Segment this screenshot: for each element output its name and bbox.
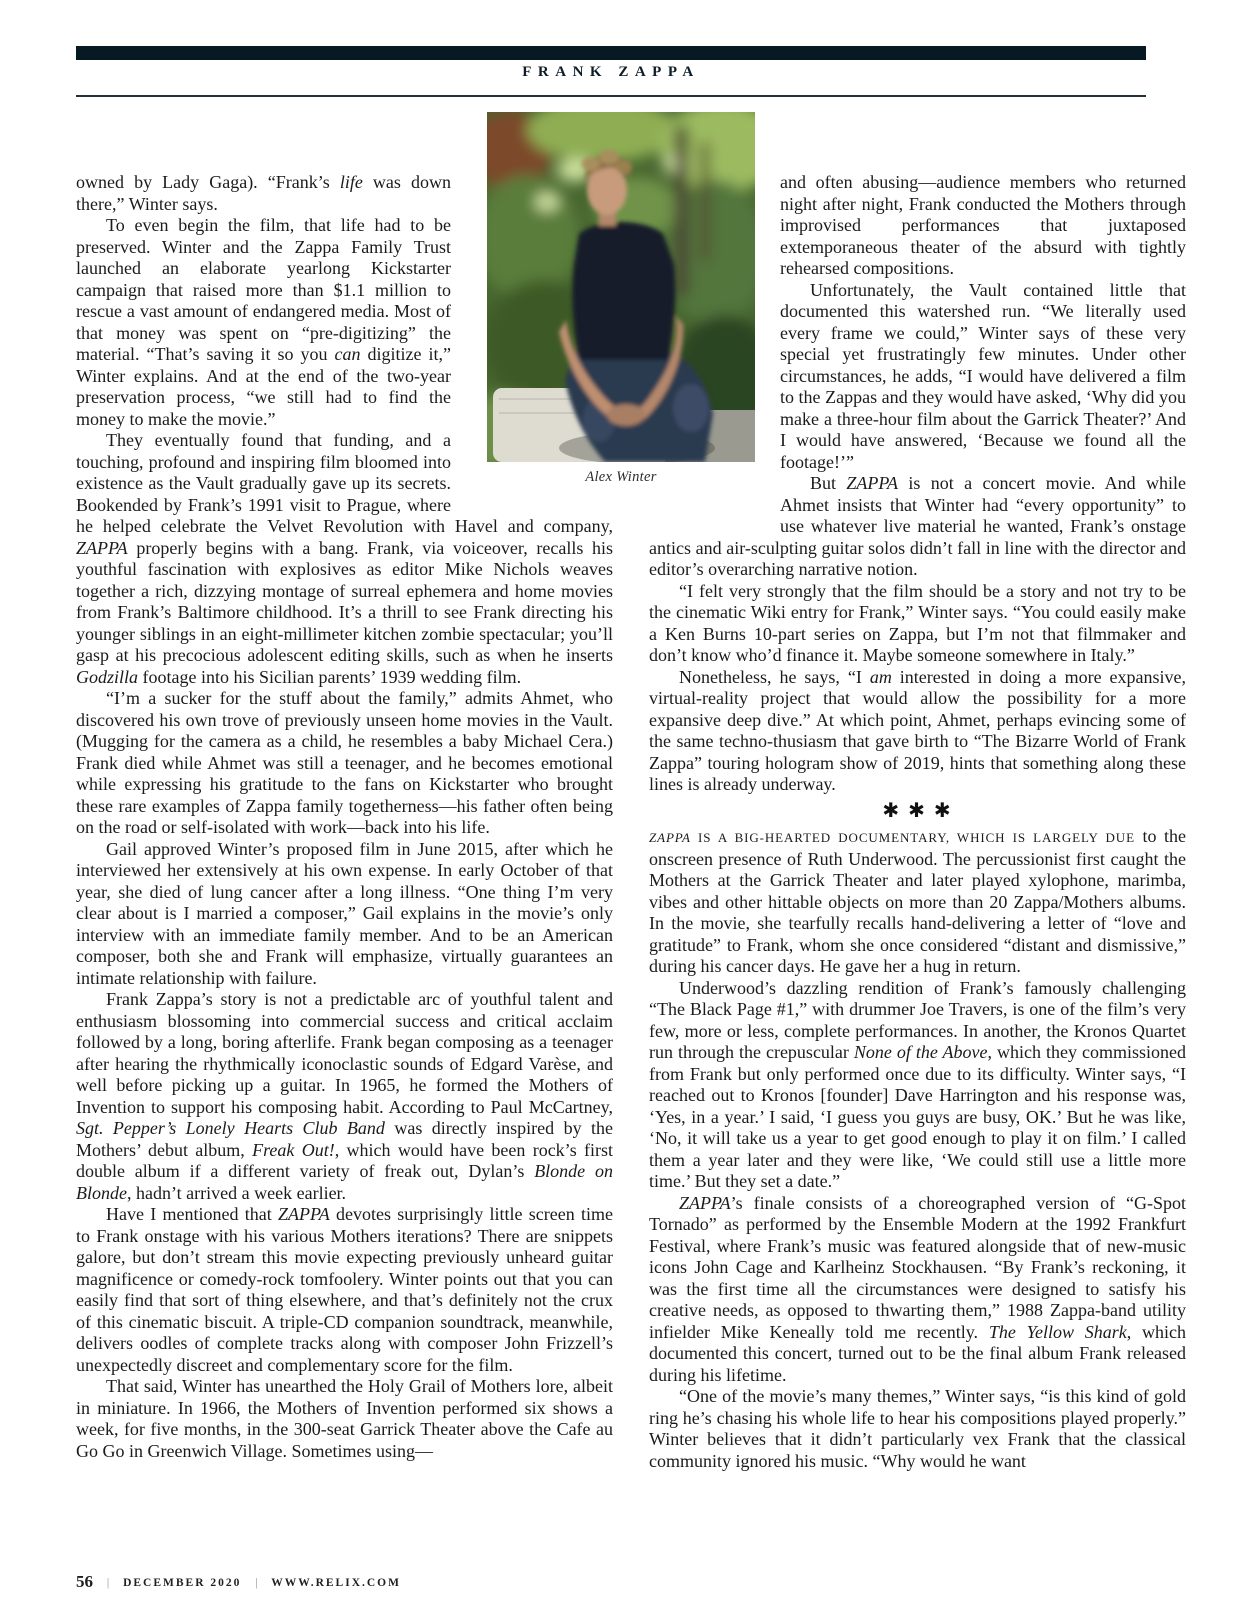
paragraph: To even begin the film, that life had to be preserved. Winter and the Zappa Family Trust launched an elaborate yearlong Kickstarter campaign that raised more than $1.1 million to rescue a vast amount of endangered media. Most of that money was spent on “pre-digitizing” the material. “That’s saving it so you can digitize it,” Winter explains. And at the end of the two-year preservation process, “we still had to find the money to make the movie.” bbox=[76, 215, 451, 429]
photo-cutout-spacer-right bbox=[649, 172, 780, 518]
paragraph: Gail approved Winter’s proposed film in June 2015, after which he interviewed her extensively at his own expense. In early October of that year, she died of lung cancer after a long illness. “One thing I’m very clear about is I married a composer,” Gail explains in the movie’s only interview with an immediate family member. And to be an American composer, both she and Frank will emphasize, virtually guarantees an intimate relationship with failure. bbox=[76, 838, 613, 988]
smallcaps-lead: ZAPPA IS A BIG-HEARTED DOCUMENTARY, WHICH IS LARGELY DUE bbox=[649, 830, 1135, 845]
top-bar bbox=[76, 46, 1146, 60]
paragraph: and often abusing—audience members who returned night after night, Frank conducted the Mothers through improvised performances that juxtaposed extemporaneous theater of the absurd with tightly rehearsed compositions. bbox=[780, 172, 1186, 278]
page-number: 56 bbox=[76, 1572, 93, 1591]
paragraph: “I’m a sucker for the stuff about the family,” admits Ahmet, who discovered his own trove of previously unseen home movies in the Vault. (Mugging for the camera as a child, he resembles a baby Michael Cera.) Frank died while Ahmet was still a teenager, and he becomes emotional while expressing his gratitude to the fans on Kickstarter who brought these rare examples of Zappa family togetherness—his father often being on the road or self-isolated with work—back into his life. bbox=[76, 688, 613, 837]
section-separator: ✱ ✱ ✱ bbox=[882, 799, 953, 822]
paragraph: ZAPPA’s finale consists of a choreographed version of “G-Spot Tornado” as performed by the Ensemble Modern at the 1992 Frankfurt Festival, where Frank’s music was featured alongside that of new-music icons John Cage and Karlheinz Stockhausen. “By Frank’s reckoning, it was the first time all the circumstances were designed to satisfy his creative needs, as opposed to thwarting them,” 1988 Zappa-band utility infielder Mike Keneally told me recently. The Yellow Shark, which documented this concert, turned out to be the final album Frank released during his lifetime. bbox=[649, 1192, 1186, 1385]
footer-date: DECEMBER 2020 bbox=[123, 1577, 242, 1589]
left-column bbox=[76, 172, 613, 1462]
paragraph: Have I mentioned that ZAPPA devotes surprisingly little screen time to Frank onstage with his various Mothers iterations? There are snippets galore, but don’t stream this movie expecting previously unheard guitar magnificence or comedy-rock tomfoolery. Winter points out that you can easily find that sort of thing elsewhere, and that’s definitely not the crux of this cinematic biscuit. A triple-CD companion soundtrack, meanwhile, delivers oodles of complete tracks along with composer John Frizzell’s unexpectedly discreet and complementary score for the film. bbox=[76, 1204, 613, 1375]
photo-caption: Alex Winter bbox=[585, 469, 657, 485]
footer-divider: | bbox=[255, 1577, 258, 1589]
paragraph: That said, Winter has unearthed the Holy Grail of Mothers lore, albeit in miniature. In 1966, the Mothers of Invention performed six shows a week, for five months, in the 300-seat Garrick Theater above the Cafe au Go Go in Greenwich Village. Sometimes using— bbox=[76, 1376, 613, 1461]
paragraph: “One of the movie’s many themes,” Winter says, “is this kind of gold ring he’s chasing his whole life to hear his compositions played properly.” Winter believes that it didn’t particularly vex Frank that the classical community ignored his music. “Why would he want bbox=[649, 1386, 1186, 1471]
page-footer bbox=[76, 1572, 1146, 1592]
paragraph: owned by Lady Gaga). “Frank’s life was down there,” Winter says. bbox=[76, 172, 451, 214]
paragraph: “I felt very strongly that the film should be a story and not try to be the cinematic Wiki entry for Frank,” Winter says. “You could easily make a Ken Burns 10-part series on Zappa, but I’m not that filmmaker and don’t know who’d finance it. Maybe someone somewhere in Italy.” bbox=[649, 580, 1186, 665]
paragraph: But ZAPPA is not a concert movie. And while Ahmet insists that Winter had “every opportunity” to use whatever live material he wanted, Frank’s onstage antics and air-sculpting guitar solos didn’t fall in line with the director and editor’s overarching narrative notion. bbox=[649, 473, 1186, 579]
header-rule bbox=[76, 95, 1146, 97]
page-title: FRANK ZAPPA bbox=[522, 64, 700, 80]
paragraph: ZAPPA IS A BIG-HEARTED DOCUMENTARY, WHICH IS LARGELY DUE to the onscreen presence of Ruth Underwood. The percussionist first caught the Mothers at the Garrick Theater and later played xylophone, marimba, vibes and other hittable objects on more than 20 Zappa/Mothers albums. In the movie, she tearfully recalls hand-delivering a letter of “love and gratitude” to Frank, whom she once considered “distant and dismissive,” during his cancer days. He gave her a hug in return. bbox=[649, 826, 1186, 976]
photo-cutout-spacer-left bbox=[451, 172, 613, 516]
right-column bbox=[649, 172, 1186, 1472]
footer-divider: | bbox=[106, 1577, 110, 1589]
paragraph: They eventually found that funding, and a touching, profound and inspiring film bloomed into existence as the Vault gradually gave up its secrets. Bookended by Frank’s 1991 visit to Prague, where he helped celebrate the Velvet Revolution with Havel and company, ZAPPA properly begins with a bang. Frank, via voiceover, recalls his youthful fascination with explosives as editor Mike Nichols weaves together a rich, dizzying montage of surreal ephemera and home movies from Frank’s Baltimore childhood. It’s a thrill to see Frank directing his younger siblings in an eight-millimeter kitchen zombie spectacular; you’ll gasp at his precocious adolescent editing skills, such as when he inserts Godzilla footage into his Sicilian parents’ 1939 wedding film. bbox=[76, 430, 613, 687]
paragraph: Frank Zappa’s story is not a predictable arc of youthful talent and enthusiasm blossoming into commercial success and critical acclaim followed by a long, boring afterlife. Frank began composing as a teenager after hearing the rhythmically iconoclastic sounds of Edgard Varèse, and well before picking up a guitar. In 1965, he formed the Mothers of Invention to support his composing habit. According to Paul McCartney, Sgt. Pepper’s Lonely Hearts Club Band was directly inspired by the Mothers’ debut album, Freak Out!, which would have been rock’s first double album if a different variety of freak out, Dylan’s Blonde on Blonde, hadn’t arrived a week earlier. bbox=[76, 989, 613, 1203]
paragraph: Underwood’s dazzling rendition of Frank’s famously challenging “The Black Page #1,” with drummer Joe Travers, is one of the film’s very few, more or less, complete performances. In another, the Kronos Quartet run through the crepuscular None of the Above, which they commissioned from Frank but only performed once due to its difficulty. Winter says, “I reached out to Kronos [founder] Dave Harrington and his response was, ‘Yes, in a year.’ I said, ‘I guess you guys are busy, OK.’ But he was like, ‘No, it will take us a year to get good enough to play it on film.’ I called them a year later and they were like, ‘We could still use a little more time.’ But they set a date.” bbox=[649, 977, 1186, 1191]
paragraph: Unfortunately, the Vault contained little that documented this watershed run. “We literally used every frame we could,” Winter says of these very special yet frustratingly few minutes. Under other circumstances, he adds, “I would have delivered a film to the Zappas and they would have asked, ‘Why did you make a three-hour film about the Garrick Theater?’ And I would have answered, ‘Because we found all the footage!’” bbox=[780, 279, 1186, 472]
footer-website: WWW.RELIX.COM bbox=[271, 1577, 401, 1589]
paragraph: Nonetheless, he says, “I am interested in doing a more expansive, virtual-reality project that would allow the possibility for a more expansive deep dive.” At which point, Ahmet, perhaps evincing some of the same techno-thusiasm that gave birth to “The Bizarre World of Frank Zappa” touring hologram show of 2019, hints that something along these lines is already underway. bbox=[649, 666, 1187, 794]
